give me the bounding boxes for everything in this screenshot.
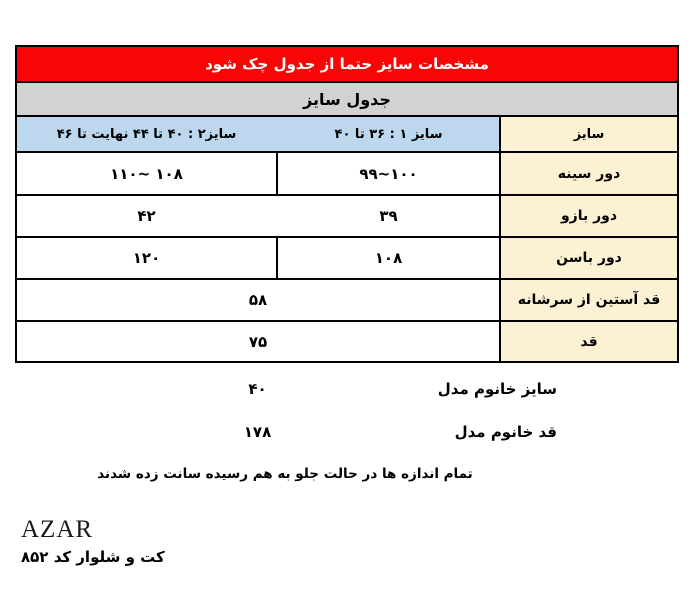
model-info: [15, 376, 679, 482]
measurement-note: تمام اندازه ها در حالت جلو به هم رسیده سانت زده شدند: [97, 466, 473, 482]
table-row-length: [17, 320, 677, 361]
size-table: [15, 45, 679, 363]
model-size-value: ۴۰: [248, 380, 267, 398]
table-title: جدول سایز: [303, 89, 391, 109]
product-code-line: کت و شلوار کد ۸۵۲: [21, 548, 165, 566]
warning-banner: [17, 47, 677, 81]
model-height-label: قد خانوم مدل: [454, 423, 557, 441]
size-row-label: سایز: [499, 117, 677, 151]
arm-size1-value: ۳۹: [379, 207, 398, 225]
size-header-row: [17, 115, 677, 151]
brand-name: AZAR: [21, 516, 94, 543]
brand-block: [21, 515, 165, 569]
chest-label: دور سینه: [499, 153, 677, 194]
chest-size1-value: ۹۹~۱۰۰: [276, 153, 499, 194]
table-row-sleeve: [17, 278, 677, 320]
size1-range-cell: سایز ۱ : ۳۶ تا ۴۰: [334, 126, 443, 142]
size2-range-cell: سایز۲ : ۴۰ تا ۴۴ نهایت تا ۴۶: [56, 126, 237, 142]
table-title-row: [17, 81, 677, 115]
sleeve-value: ۵۸: [248, 291, 268, 309]
model-height-value: ۱۷۸: [243, 423, 272, 441]
arm-size2-value: ۴۲: [137, 207, 156, 225]
table-row-hip: [17, 236, 677, 278]
table-row-chest: [17, 151, 677, 194]
length-label: قد: [499, 322, 677, 361]
length-value: ۷۵: [248, 332, 268, 351]
hip-label: دور باسن: [499, 238, 677, 278]
sleeve-label: قد آستین از سرشانه: [499, 280, 677, 320]
chest-size2-value: ۱۱۰~ ۱۰۸: [110, 164, 183, 183]
model-size-row: [15, 376, 679, 402]
warning-text: مشخصات سایز حتما از جدول چک شود: [205, 55, 489, 73]
arm-label: دور بازو: [499, 196, 677, 236]
model-size-label: سایز خانوم مدل: [437, 380, 557, 398]
model-height-row: [15, 419, 679, 445]
table-row-arm: [17, 194, 677, 236]
hip-size2-value: ۱۲۰: [132, 249, 161, 267]
hip-size1-value: ۱۰۸: [276, 238, 499, 278]
